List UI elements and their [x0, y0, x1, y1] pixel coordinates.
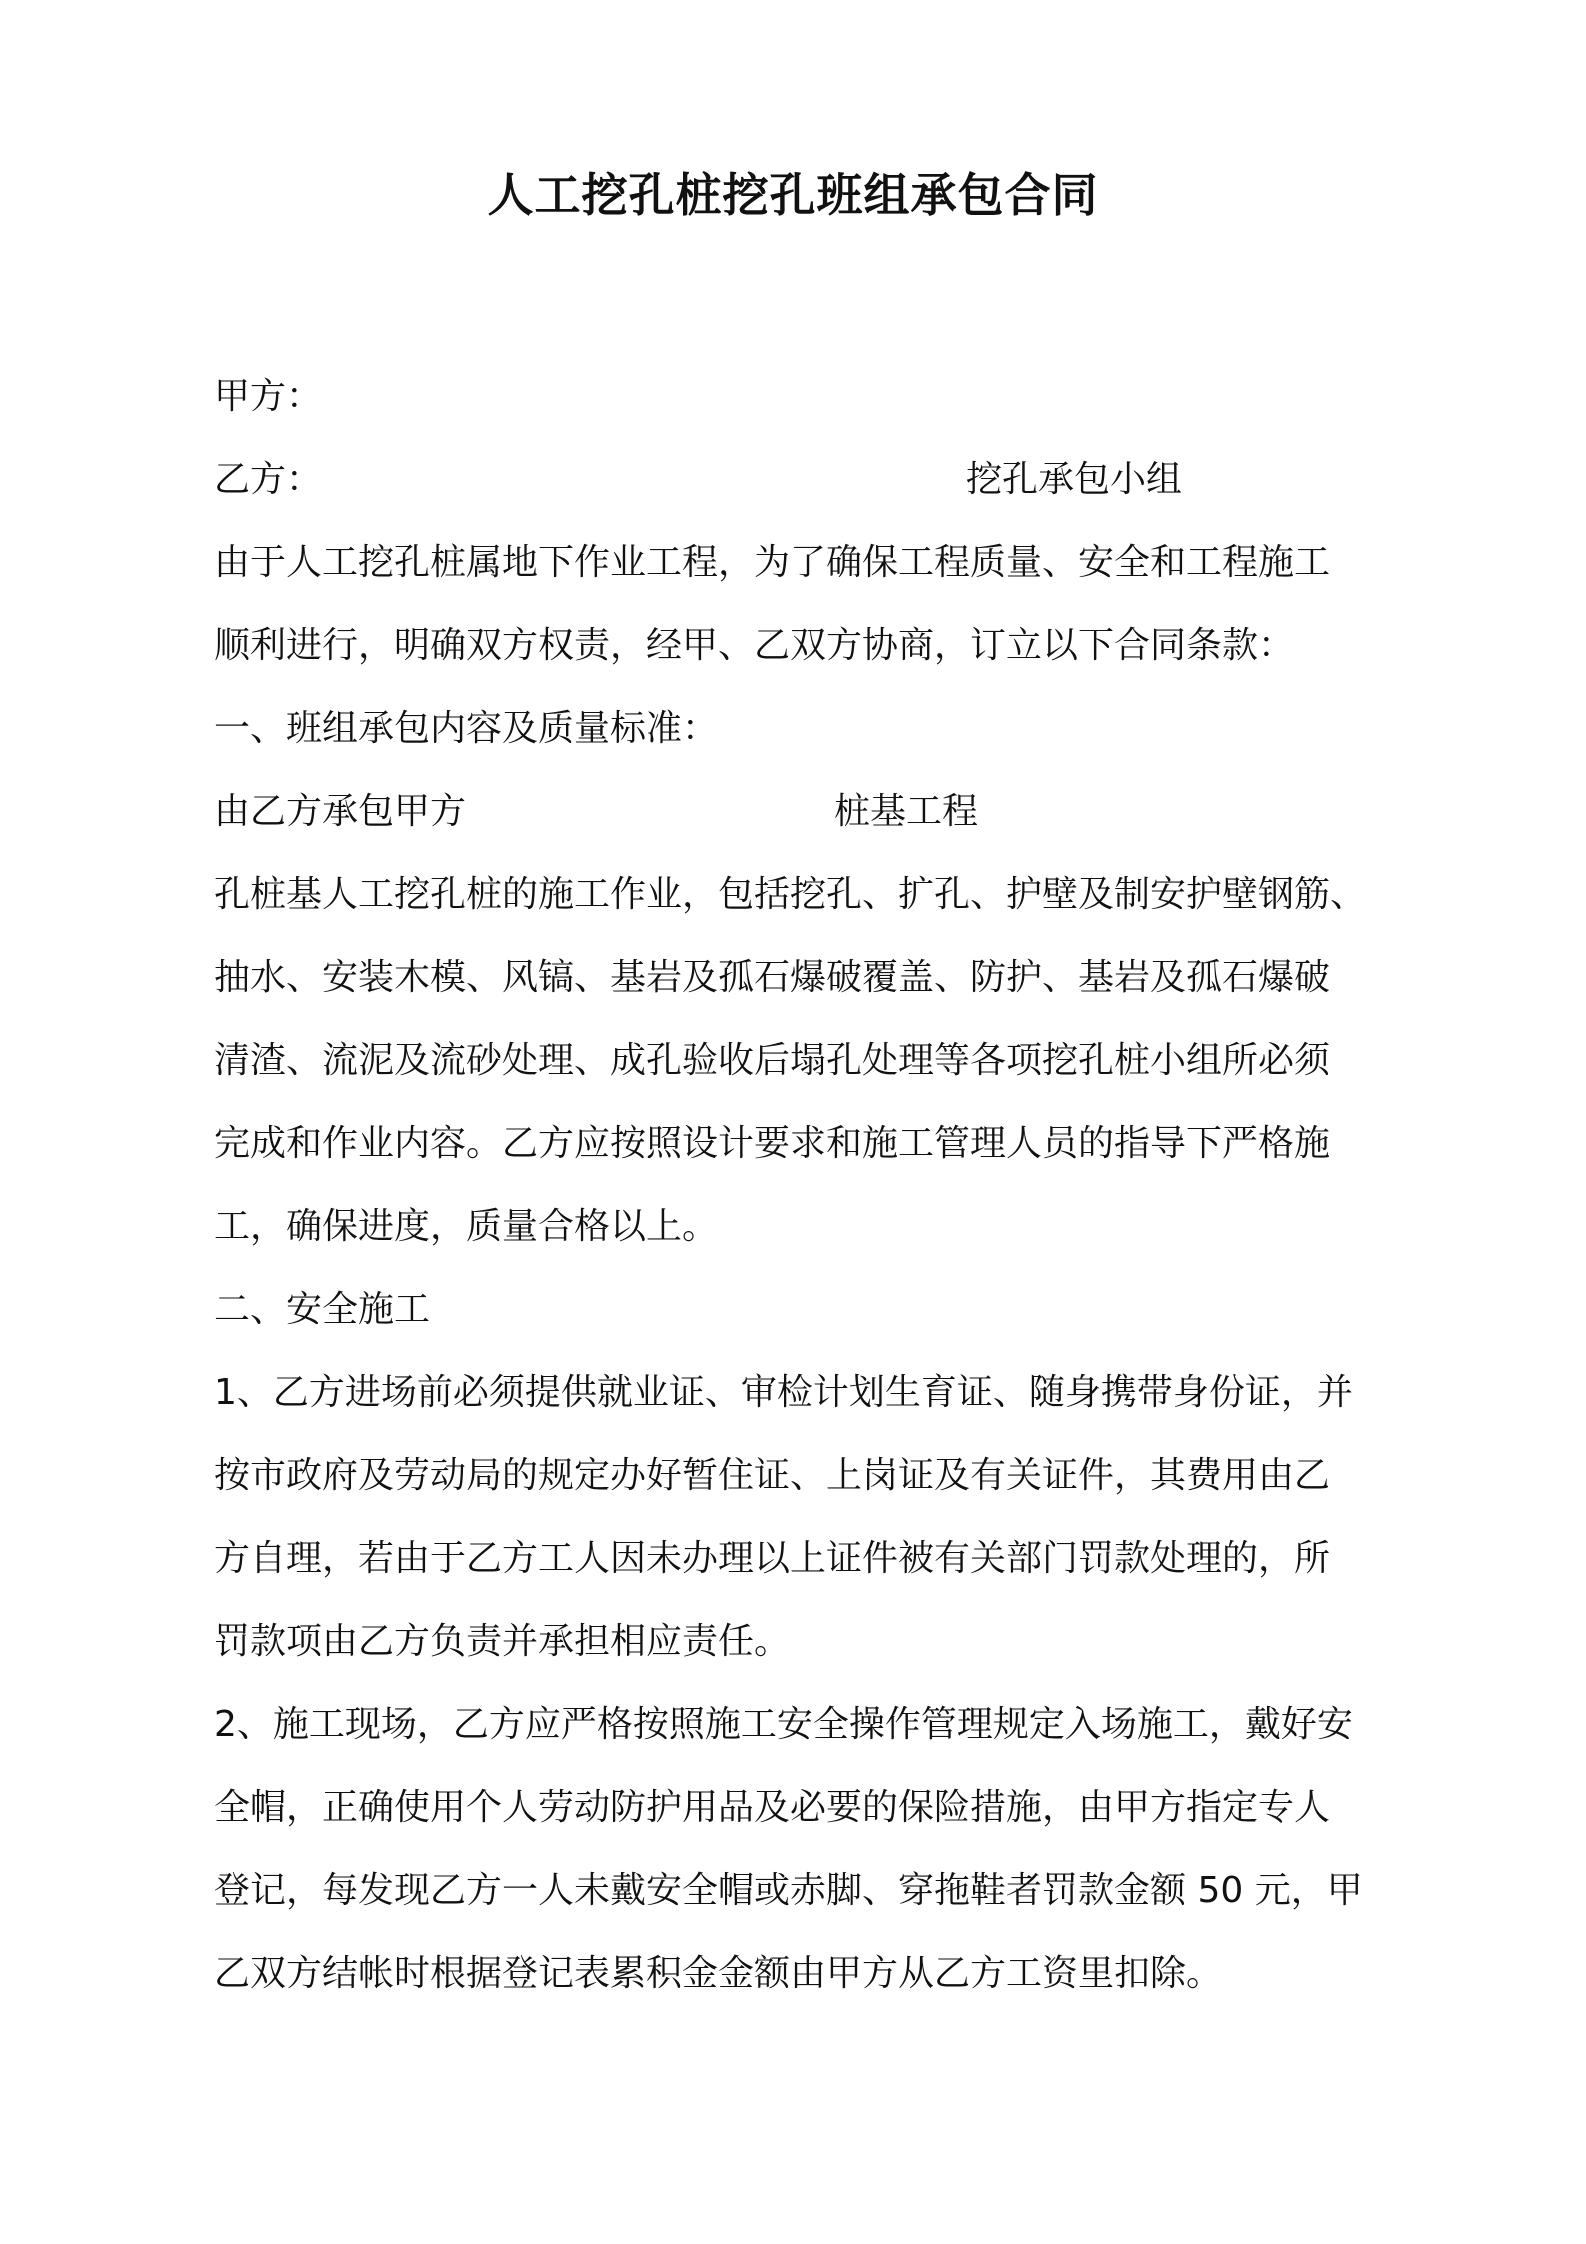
paragraph-line: 登记，每发现乙方一人未戴安全帽或赤脚、穿拖鞋者罚款金额 50 元，甲 — [214, 1870, 1363, 1911]
section-heading: 一、班组承包内容及质量标准： — [214, 708, 719, 749]
paragraph-line: 抽水、安装木模、风镐、基岩及孤石爆破覆盖、防护、基岩及孤石爆破 — [214, 957, 1331, 998]
paragraph-line: 2、施工现场，乙方应严格按照施工安全操作管理规定入场施工，戴好安 — [214, 1704, 1353, 1745]
document-body — [214, 355, 1394, 2015]
paragraph-line: 清渣、流泥及流砂处理、成孔验收后塌孔处理等各项挖孔桩小组所必须 — [214, 1040, 1331, 1081]
party-a-line: 甲方： — [214, 376, 323, 417]
party-b-line — [214, 438, 1394, 521]
section1-intro-line — [214, 770, 1394, 853]
paragraph-line: 乙双方结帐时根据登记表累积金金额由甲方从乙方工资里扣除。 — [214, 1953, 1223, 1994]
paragraph-line: 按市政府及劳动局的规定办好暂住证、上岗证及有关证件，其费用由乙 — [214, 1455, 1331, 1496]
paragraph-line: 1、乙方进场前必须提供就业证、审检计划生育证、随身携带身份证，并 — [214, 1372, 1353, 1413]
paragraph-line: 工，确保进度，质量合格以上。 — [214, 1206, 719, 1247]
preamble-line: 由于人工挖孔桩属地下作业工程，为了确保工程质量、安全和工程施工 — [214, 542, 1331, 583]
party-b-name: 挖孔承包小组 — [966, 459, 1183, 500]
paragraph-line: 完成和作业内容。乙方应按照设计要求和施工管理人员的指导下严格施 — [214, 1123, 1331, 1164]
paragraph-line: 全帽，正确使用个人劳动防护用品及必要的保险措施，由甲方指定专人 — [214, 1787, 1331, 1828]
document-title: 人工挖孔桩挖孔班组承包合同 — [487, 168, 1099, 222]
section1-intro-left: 由乙方承包甲方 — [214, 791, 467, 832]
party-b-label: 乙方： — [214, 459, 323, 500]
paragraph-line: 罚款项由乙方负责并承担相应责任。 — [214, 1621, 791, 1662]
section-heading: 二、安全施工 — [214, 1289, 431, 1330]
paragraph-line: 孔桩基人工挖孔桩的施工作业，包括挖孔、扩孔、护壁及制安护壁钢筋、 — [214, 874, 1367, 915]
preamble-line: 顺利进行，明确双方权责，经甲、乙双方协商，订立以下合同条款： — [214, 625, 1295, 666]
paragraph-line: 方自理，若由于乙方工人因未办理以上证件被有关部门罚款处理的，所 — [214, 1538, 1331, 1579]
section1-intro-right: 桩基工程 — [834, 791, 979, 832]
